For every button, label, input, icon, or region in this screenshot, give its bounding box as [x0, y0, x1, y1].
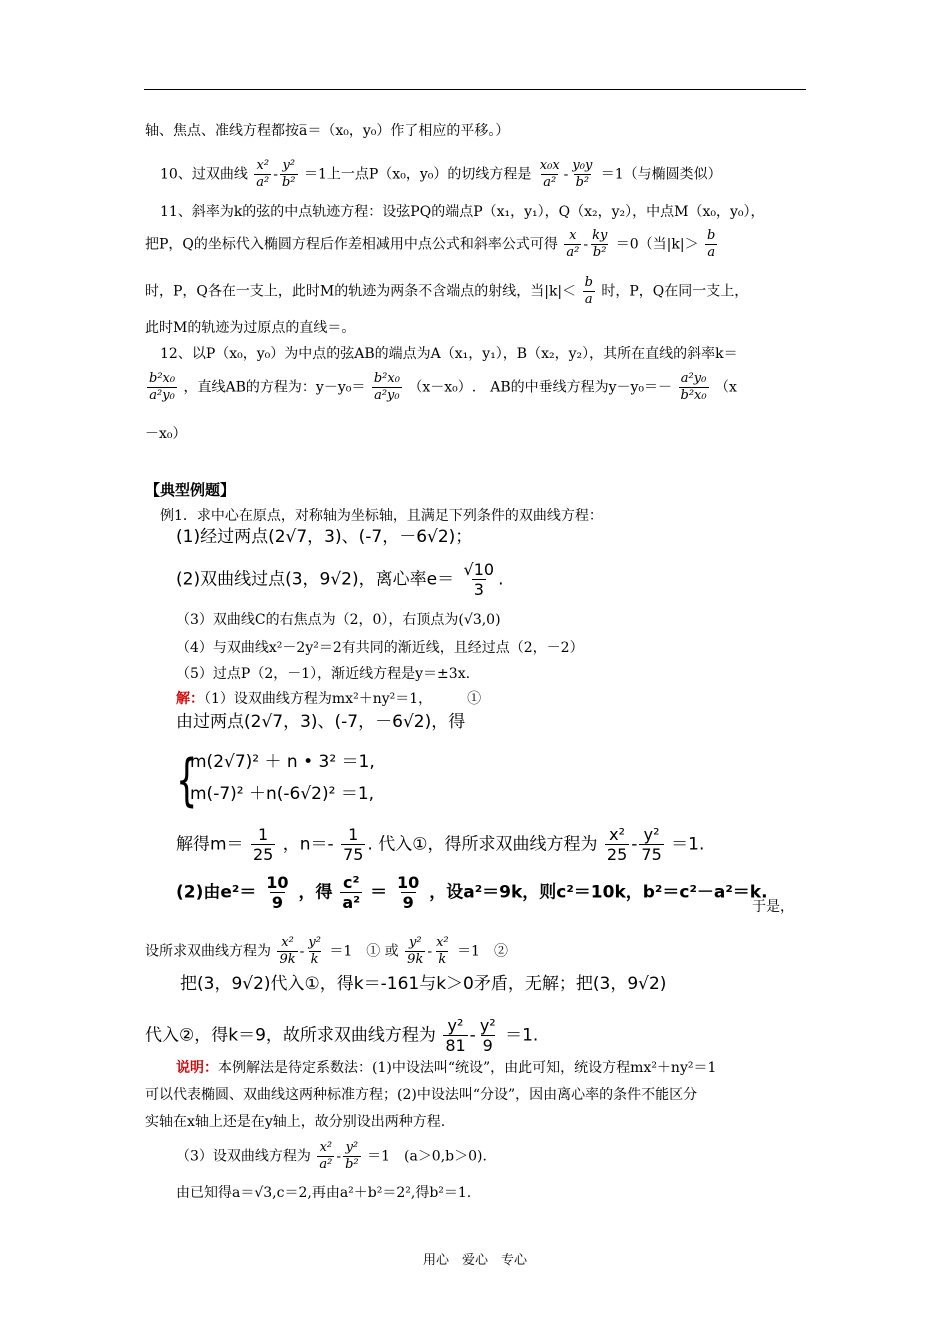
text-line: 于是， [752, 899, 794, 915]
equation-line: (2)由e²＝ $\frac{10}{9}$ ，得 $\frac{\text{c²}}{\text{a²}}$ ＝ $\frac{10}{9}$ ，设a²＝9k，则c²＝10k，b²＝c²－a²＝k. [176, 873, 768, 912]
text-line: 把P，Q的坐标代入椭圆方程后作差相减用中点公式和斜率公式可得 $\frac{x}{\text{a²}}$ - $\frac{ky}{\text{b²}}$ ＝0（当|k|＞ $\frac{b}{a}$ [145, 228, 716, 260]
text-line: $\frac{\text{b²x₀}}{\text{a²y₀}}$ ，直线AB的方程为：y－y₀＝ $\frac{\text{b²x₀}}{\text{a²y₀}}$ （x－x₀）. AB的中垂线方程为y－y₀＝－ $\frac{\text{a²y₀}}{\text{b²x₀}}$ （x [149, 371, 737, 403]
note-line: 实轴在x轴上还是在y轴上，故分别设出两种方程. [145, 1114, 446, 1130]
brace-icon: { [176, 748, 198, 813]
note-line: 说明：本例解法是待定系数法：(1)中设法叫“统设”，由此可知，统设方程mx²＋ny²＝1 [176, 1060, 717, 1076]
solution-line: 解：（1）设双曲线方程为mx²＋ny²＝1， ① [176, 691, 482, 707]
text-line: 例1．求中心在原点，对称轴为坐标轴，且满足下列条件的双曲线方程： [160, 508, 603, 524]
equation-line: 解得m＝ $\frac{1}{25}$ ，n＝- $\frac{1}{75}$ . 代入①，得所求双曲线方程为 $\frac{\text{x²}}{25}$ - $\frac{\text{y²}}{75}$ ＝1. [176, 825, 705, 864]
condition-3: （3）双曲线C的右焦点为（2，0），右顶点为(√3,0) [176, 612, 501, 628]
condition-5: （5）过点P（2，－1），渐近线方程是y＝±3x. [176, 666, 471, 682]
condition-4: （4）与双曲线x²－2y²＝2有共同的渐近线，且经过点（2，－2） [176, 640, 584, 656]
text-line: 时，P，Q各在一支上，此时M的轨迹为两条不含端点的射线，当|k|＜ $\frac{b}{a}$ 时，P，Q在同一支上， [145, 275, 749, 307]
condition-2: (2)双曲线过点(3，9√2)，离心率e＝ $\frac{√10}{3}$ . [176, 560, 504, 599]
text-line: －x₀） [145, 426, 187, 442]
text-line: 10、过双曲线 $\frac{\text{x²}}{\text{a²}}$ - $\frac{\text{y²}}{\text{b²}}$ ＝1上一点P（x₀，y₀）的切线方程是 $\frac{\text{x₀x}}{\text{a²}}$ - $\frac{\text{y₀y}}{\text{b²}}$ ＝1（与椭圆类似） [160, 158, 722, 190]
text-line: 轴、焦点、准线方程都按a̅＝（x₀，y₀）作了相应的平移。） [145, 123, 510, 139]
solution-label: 解： [176, 691, 204, 707]
text-line: 由过两点(2√7，3)、(-7，－6√2)，得 [176, 712, 466, 732]
text-line: 把(3，9√2)代入①，得k＝-161与k＞0矛盾，无解；把(3，9√2) [180, 974, 667, 994]
text-line: 由已知得a＝√3,c＝2,再由a²＋b²＝2²,得b²＝1. [176, 1185, 472, 1201]
equation-line: 代入②，得k＝9，故所求双曲线方程为 $\frac{\text{y²}}{81}$ - $\frac{\text{y²}}{9}$ ＝1. [145, 1016, 539, 1055]
text-line: 设所求双曲线方程为 $\frac{\text{x²}}{9k}$ - $\frac{\text{y²}}{k}$ ＝1 ① 或 $\frac{\text{y²}}{9k}$ - $\frac{\text{x²}}{k}$ ＝1 ② [145, 935, 508, 967]
header-rule [144, 89, 806, 90]
section-heading: 【典型例题】 [145, 481, 236, 499]
text-line: 12、以P（x₀，y₀）为中点的弦AB的端点为A（x₁，y₁），B（x₂，y₂），其所在直线的斜率k＝ [160, 346, 738, 362]
text-line: 此时M的轨迹为过原点的直线＝。 [145, 320, 356, 336]
equation-line: m(2√7)² ＋ n • 3² ＝1, [190, 752, 375, 772]
text-line: 11、斜率为k的弦的中点轨迹方程：设弦PQ的端点P（x₁，y₁），Q（x₂，y₂），中点M（x₀，y₀）， [160, 204, 765, 220]
equation-line: m(-7)² ＋n(-6√2)² ＝1, [190, 784, 375, 804]
text-line: （3）设双曲线方程为 $\frac{\text{x²}}{\text{a²}}$ - $\frac{\text{y²}}{\text{b²}}$ ＝1 (a＞0,b＞0). [176, 1140, 487, 1172]
condition-1: (1)经过两点(2√7，3)、(-7，－6√2)； [176, 527, 473, 547]
note-label: 说明： [176, 1060, 218, 1076]
note-line: 可以代表椭圆、双曲线这两种标准方程；(2)中设法叫“分设”，因由离心率的条件不能区分 [145, 1087, 698, 1103]
page-footer: 用心 爱心 专心 [422, 1253, 527, 1268]
